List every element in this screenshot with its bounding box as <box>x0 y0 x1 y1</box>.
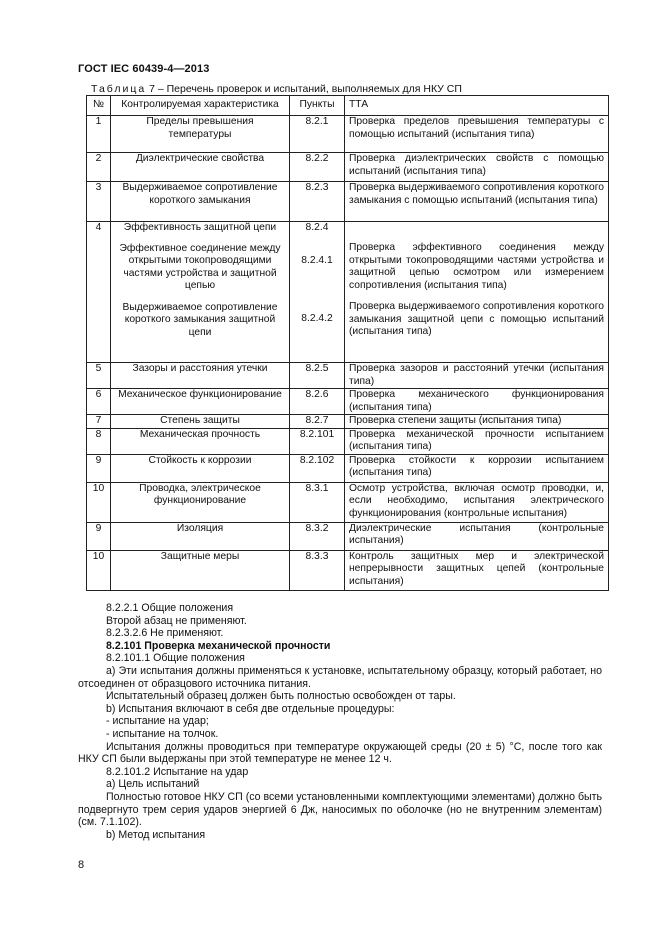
clause-sub-2: 8.2.4.2 <box>301 313 333 324</box>
paragraph: a) Цель испытаний <box>106 778 200 791</box>
cell-tta: Проверка выдерживаемого сопротивления короткого замыкания с помощью испытаний (испытания типа) <box>345 182 609 222</box>
cell-tta: Проверка стойкости к коррозии испытанием (испытания типа) <box>345 454 609 482</box>
table-row <box>87 363 609 389</box>
paragraph: 8.2.101.1 Общие положения <box>106 652 245 665</box>
characteristic-main: Эффективность защитной цепи <box>123 222 277 233</box>
table-row <box>87 454 609 482</box>
col-header-tta: ТТА <box>345 96 609 116</box>
cell-num: 5 <box>87 363 111 389</box>
cell-tta: Контроль защитных мер и электрической непрерывности защитных цепей (контрольные испытания) <box>345 550 609 590</box>
table-row <box>87 550 609 590</box>
list-item: - испытание на толчок. <box>106 727 219 740</box>
cell-clause: 8.2.102 <box>290 454 345 482</box>
cell-clause: 8.2.3 <box>290 182 345 222</box>
paragraph: 8.2.3.2.6 Не применяют. <box>106 627 224 640</box>
table-row <box>87 415 609 429</box>
paragraph: 8.2.2.1 Общие положения <box>106 602 234 614</box>
cell-characteristic: Механическая прочность <box>111 428 290 454</box>
cell-clause: 8.2.1 <box>290 116 345 153</box>
table-caption <box>91 83 462 95</box>
cell-clause: 8.2.5 <box>290 363 345 389</box>
page-number: 8 <box>78 859 85 871</box>
col-header-num: № <box>87 96 111 116</box>
table-row <box>87 222 609 363</box>
cell-tta: Проверка механического функционирования (испытания типа) <box>345 389 609 415</box>
table-caption-label: Таблица <box>91 83 147 95</box>
cell-tta: Проверка механической прочности испытанием (испытания типа) <box>345 428 609 454</box>
cell-tta: Проверка зазоров и расстояний утечки (испытания типа) <box>345 363 609 389</box>
body-text <box>78 602 602 841</box>
cell-clause: 8.2.6 <box>290 389 345 415</box>
cell-tta: Проверка степени защиты (испытания типа) <box>345 415 609 429</box>
characteristic-sub-1: Эффективное соединение между открытыми токопроводящими частями устройства и защитной цепью <box>119 242 281 291</box>
paragraph: Второй абзац не применяют. <box>106 614 247 627</box>
clause-sub-1: 8.2.4.1 <box>301 254 333 266</box>
cell-tta: Осмотр устройства, включая осмотр проводки, и, если необходимо, испытания электрического функционирования (контрольные испытания) <box>345 482 609 522</box>
cell-clause: 8.3.2 <box>290 522 345 550</box>
table-row <box>87 389 609 415</box>
cell-characteristic: Механическое функционирование <box>111 389 290 415</box>
cell-num: 4 <box>87 222 111 363</box>
cell-num: 8 <box>87 428 111 454</box>
cell-characteristic: Выдерживаемое сопротивление короткого замыкания <box>111 182 290 222</box>
table-header-row <box>87 96 609 116</box>
cell-characteristic: Изоляция <box>111 522 290 550</box>
tta-sub-2: Проверка выдерживаемого сопротивления короткого замыкания защитной цепи с помощью испытаний (испытания типа) <box>349 301 604 337</box>
cell-clause: 8.2.101 <box>290 428 345 454</box>
cell-num: 7 <box>87 415 111 429</box>
table-row <box>87 153 609 182</box>
table-row <box>87 428 609 454</box>
cell-clause: 8.2.7 <box>290 415 345 429</box>
cell-characteristic-group <box>111 222 290 363</box>
col-header-clauses: Пункты <box>290 96 345 116</box>
cell-characteristic: Стойкость к коррозии <box>111 454 290 482</box>
cell-num: 10 <box>87 482 111 522</box>
cell-num: 9 <box>87 454 111 482</box>
cell-characteristic: Пределы превышения температуры <box>111 116 290 153</box>
checks-table <box>86 95 609 591</box>
tta-sub-1: Проверка эффективного соединения между открытыми токопроводящими частями устройства и защитной цепью осмотром или измерением сопротивления (испытания типа) <box>349 242 604 291</box>
paragraph: b) Испытания включают в себя две отдельные процедуры: <box>106 702 395 715</box>
document-header: ГОСТ IEC 60439-4—2013 <box>78 63 210 75</box>
section-heading: 8.2.101 Проверка механической прочности <box>106 639 331 652</box>
paragraph: Полностью готовое НКУ СП (со всеми установленными комплектующими элементами) должно быть подвергнуто трем серия ударов энергией 6 Дж, наносимых по оболочке (но не внутренним элементам) (см. 7.1.102). <box>78 790 603 829</box>
cell-num: 6 <box>87 389 111 415</box>
characteristic-sub-2: Выдерживаемое сопротивление короткого замыкания защитной цепи <box>122 301 278 338</box>
cell-clause-group <box>290 222 345 363</box>
paragraph: a) Эти испытания должны применяться к установке, испытательному образцу, который работает, но отсоединен от образцового источника питания. <box>78 664 602 690</box>
cell-num: 3 <box>87 182 111 222</box>
table-row <box>87 522 609 550</box>
table-caption-text: 7 – Перечень проверок и испытаний, выполняемых для НКУ СП <box>146 83 462 95</box>
cell-tta: Проверка пределов превышения температуры с помощью испытаний (испытания типа) <box>345 116 609 153</box>
paragraph: b) Метод испытания <box>106 828 206 841</box>
cell-clause: 8.3.3 <box>290 550 345 590</box>
cell-num: 10 <box>87 550 111 590</box>
list-item: - испытание на удар; <box>106 715 209 728</box>
cell-characteristic: Диэлектрические свойства <box>111 153 290 182</box>
cell-characteristic: Защитные меры <box>111 550 290 590</box>
table-row <box>87 182 609 222</box>
paragraph: 8.2.101.2 Испытание на удар <box>106 765 249 778</box>
paragraph: Испытания должны проводиться при температуре окружающей среды (20 ± 5) °С, после того как НКУ СП были выдержаны при этой температуре не менее 12 ч. <box>78 740 602 766</box>
table-row <box>87 116 609 153</box>
cell-characteristic: Проводка, электрическое функционирование <box>111 482 290 522</box>
cell-characteristic: Степень защиты <box>111 415 290 429</box>
cell-num: 2 <box>87 153 111 182</box>
cell-tta: Проверка диэлектрических свойств с помощью испытаний (испытания типа) <box>345 153 609 182</box>
cell-num: 1 <box>87 116 111 153</box>
cell-clause: 8.2.2 <box>290 153 345 182</box>
table-row <box>87 482 609 522</box>
cell-tta-group <box>345 222 609 363</box>
col-header-characteristic: Контролируемая характеристика <box>111 96 290 116</box>
clause-main: 8.2.4 <box>305 222 329 233</box>
cell-characteristic: Зазоры и расстояния утечки <box>111 363 290 389</box>
cell-tta: Диэлектрические испытания (контрольные испытания) <box>345 522 609 550</box>
paragraph: Испытательный образец должен быть полностью освобожден от тары. <box>106 690 456 703</box>
cell-num: 9 <box>87 522 111 550</box>
cell-clause: 8.3.1 <box>290 482 345 522</box>
